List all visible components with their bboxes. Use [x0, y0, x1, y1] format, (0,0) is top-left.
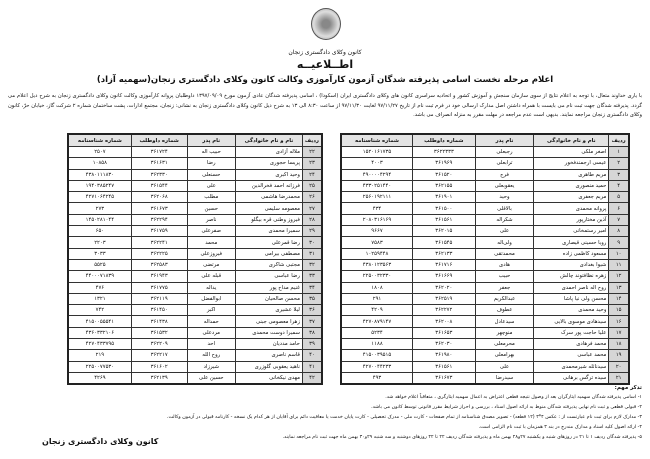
cell-father-name: وحید [475, 192, 534, 203]
cell-id-number: ۱۰۲۵۹۴۴۸ [341, 248, 412, 259]
cell-row-number: ۲۴ [302, 169, 322, 180]
cell-father-name: ناصر [187, 214, 235, 225]
cell-candidate-number: ۳۶۱۷۲۴ [131, 147, 187, 158]
cell-father-name: یعقوبعلی [475, 180, 534, 191]
header-id-number: شماره شناسنامه [341, 134, 412, 147]
cell-row-number: ۱۶ [609, 316, 629, 327]
cell-candidate-number: ۳۶۲۵۸۳ [131, 259, 187, 270]
table-row [68, 350, 322, 361]
table-row [341, 203, 629, 214]
cell-id-number: ۳۰۳۳ [68, 248, 131, 259]
table-row [68, 248, 322, 259]
cell-row-number: ۳۱ [302, 248, 322, 259]
table-row [68, 169, 322, 180]
table-row [68, 361, 322, 372]
cell-full-name: محسن صالحیان [235, 293, 302, 304]
cell-full-name: معصومه سلیمی [235, 203, 302, 214]
cell-row-number: ۲۲ [302, 147, 322, 158]
table-row [341, 237, 629, 248]
cell-id-number: ۴۱۵۰۰۵۵۵۴۱ [68, 316, 131, 327]
cell-full-name: مصطفی بیرامی [235, 248, 302, 259]
cell-id-number: ۴۰۰۳ [341, 158, 412, 169]
cell-full-name: فیروز وطنی قره بیگلو [235, 214, 302, 225]
cell-row-number: ۱۵ [609, 305, 629, 316]
cell-father-name: حسنعلی [187, 169, 235, 180]
cell-id-number: ۴۳۶۰۳۳۲۱۰۶ [68, 327, 131, 338]
cell-candidate-number: ۳۶۱۶۶۹ [412, 271, 475, 282]
table-row [68, 316, 322, 327]
cell-row-number: ۳۴ [302, 282, 322, 293]
cell-row-number: ۱۳ [609, 282, 629, 293]
header-id-number: شماره شناسنامه [68, 134, 131, 147]
cell-row-number: ۳۰ [302, 237, 322, 248]
cell-candidate-number: ۳۶۲۲۲۵ [131, 248, 187, 259]
table-row [68, 214, 322, 225]
cell-candidate-number: ۳۶۲۰۶۸ [131, 192, 187, 203]
cell-id-number: ۲۹۱ [341, 293, 412, 304]
cell-id-number: ۴۱۵۰۰۳۹۵۱۵ [341, 350, 412, 361]
header-row-number: ردیف [609, 134, 629, 147]
cell-candidate-number: ۳۶۲۲۱۷ [131, 350, 187, 361]
header-row-number: ردیف [302, 134, 322, 147]
cell-full-name: مریم طاهری [534, 169, 609, 180]
table-row [341, 350, 629, 361]
cell-full-name: محمدرضا هاشمی [235, 192, 302, 203]
cell-row-number: ۱۴ [609, 293, 629, 304]
intro-paragraph: با یاری خداوند متعال، با توجه به اعلام نتایج از سوی سازمان سنجش و آموزش کشور و اتحادیه سراسری کانون های وکلای دادگستری ایران (اسکودا) ، اسامی پذیرفته شدگان عادی آزمون مورخ ۱۳۹۷/۰۹/۰۹ داوطلبان پروانه کارآموزی وکالت کانون وکلای دادگستری زنجان به شرح ذیل اعلام می گردد. پذیرفته شدگان جهت ثبت نام می بایست با همراه داشتن اصل مدارک ارسالی خود در فرم ثبت نام از تاریخ ۹۷/۱۱/۲۷ لغایت ۹۷/۱۱/۳۰ از ساعت ۸:۳۰ الی ۱۳ به شرح ذیل کانون وکلای دادگستری زنجان به نشانی: زنجان، مجتمع ادارات، پشت ساختمان شماره ۲ شرکت گاز، خیابان حرّ، کانون وکلای دادگستری زنجان مراجعه نمایند. بدیهی است عدم مراجعه در مهلت مقرر به منزله انصراف می باشد. [8, 93, 642, 118]
cell-candidate-number: ۳۶۱۵۲۰ [412, 169, 475, 180]
header-candidate-number: شماره داوطلب [412, 134, 475, 147]
table-row [68, 259, 322, 270]
cell-father-name: فرج [475, 169, 534, 180]
cell-row-number: ۳۲ [302, 259, 322, 270]
cell-id-number: ۴۳۳۰۲۵۱۴۴۰ [341, 180, 412, 191]
cell-id-number: ۱۸۰۸ [341, 282, 412, 293]
cell-id-number: ۷۴۲ [68, 305, 131, 316]
cell-id-number: ۴۹۰۰۰۰۴۲۹۴ [341, 169, 412, 180]
cell-id-number: ۲۲۰۳ [68, 237, 131, 248]
cell-full-name: فرزانه احمد فخرالدین [235, 180, 302, 191]
cell-row-number: ۱۹ [609, 350, 629, 361]
cell-id-number: ۴۹۳ [341, 372, 412, 384]
table-row [341, 147, 629, 158]
cell-row-number: ۲۵ [302, 180, 322, 191]
cell-id-number: ۲۰۸۰۳۱۶۱۶۹ [341, 214, 412, 225]
cell-row-number: ۶ [609, 203, 629, 214]
cell-candidate-number: ۳۶۲۱۵۵ [412, 180, 475, 191]
cell-full-name: سمیرا دوست محمدی [235, 327, 302, 338]
cell-row-number: ۹ [609, 237, 629, 248]
cell-row-number: ۱۸ [609, 339, 629, 350]
cell-full-name: غنیم مداح پور [235, 282, 302, 293]
cell-candidate-number: ۳۶۱۶۰۲ [131, 361, 187, 372]
note-item: ۴- ارائه اصول کلیه اسناد و مدارک مندرج در بند ۳ همزمان با ثبت نام الزامی است. [478, 425, 642, 430]
table-row [341, 248, 629, 259]
page-title: اطــلاعیــه [296, 58, 354, 71]
table-row [341, 293, 629, 304]
signature: کانون وکلای دادگستری زنجان [42, 437, 159, 446]
cell-father-name: ترابعلی [475, 158, 534, 169]
header-full-name: نام و نام خانوادگی [235, 134, 302, 147]
cell-father-name: ابوالفضل [187, 293, 235, 304]
results-table-right [340, 133, 630, 385]
cell-id-number: ۱۹۴۰۳۸۵۲۴۷ [68, 180, 131, 191]
cell-candidate-number: ۳۶۱۶۷۳ [131, 203, 187, 214]
cell-father-name: روح الله [187, 350, 235, 361]
cell-full-name: سیدهادی موسوی بالایی [534, 316, 609, 327]
cell-row-number: ۱۷ [609, 327, 629, 338]
cell-full-name: علیا حاجت پور سرک [534, 327, 609, 338]
cell-row-number: ۲۸ [302, 214, 322, 225]
cell-candidate-number: ۳۶۲۳۳۰ [131, 169, 187, 180]
cell-candidate-number: ۳۶۱۹۶۹ [412, 158, 475, 169]
cell-full-name: قاسم ناصری [235, 350, 302, 361]
cell-candidate-number: ۳۶۱۹۰۱ [412, 192, 475, 203]
cell-id-number: ۲۲۵۰۰۳۲۳۳۰ [341, 271, 412, 282]
cell-id-number: ۲۵۰۷ [68, 147, 131, 158]
cell-father-name: بهرامعلی [475, 350, 534, 361]
cell-full-name: مجتبی شاکری [235, 259, 302, 270]
cell-full-name: سمیرا محمدی [235, 226, 302, 237]
cell-full-name: مریم جعفری [534, 192, 609, 203]
cell-full-name: لیلا عشیری [235, 305, 302, 316]
cell-father-name: سیدرضا [475, 372, 534, 384]
cell-candidate-number: ۳۶۲۱۳۳ [412, 248, 475, 259]
notes [12, 383, 642, 443]
cell-father-name: جعفر [475, 282, 534, 293]
table-row [68, 192, 322, 203]
cell-full-name: مسعود کاظمی زاده [534, 248, 609, 259]
table-row [341, 305, 629, 316]
cell-candidate-number: ۳۶۲۰۲۰ [412, 282, 475, 293]
cell-full-name: اصغر ملکی [534, 147, 609, 158]
org-name: کانون وکلای دادگستری زنجان [288, 49, 362, 56]
cell-full-name: پروانه محمدی [534, 203, 609, 214]
cell-id-number: ۴۳۴ [341, 203, 412, 214]
table-row [68, 237, 322, 248]
cell-candidate-number: ۳۶۱۶۵۳ [412, 327, 475, 338]
cell-father-name: هادی [475, 259, 534, 270]
table-row [68, 305, 322, 316]
cell-full-name: روح اله ناصر احمدی [534, 282, 609, 293]
cell-father-name: یداله [187, 282, 235, 293]
cell-candidate-number: ۳۶۲۲۹۴ [131, 214, 187, 225]
cell-id-number: ۲۱۹ [68, 350, 131, 361]
results-table-left [67, 133, 323, 385]
cell-id-number: ۴۲۶۹ [68, 372, 131, 384]
table-row [68, 180, 322, 191]
cell-candidate-number: ۳۶۱۵۳۲ [131, 327, 187, 338]
note-item: ۵- پذیرفته شدگان ردیف ۱ تا ۲۱ در روزهای شنبه و یکشنبه ۲۷و۲۸ بهمن ماه و پذیرفته شدگان ردیف ۲۲ تا ۴۲ روزهای دوشنبه و سه شنبه ۲۹و۳۰ بهمن ماه جهت ثبت نام مراجعه نمایند. [282, 435, 642, 440]
cell-full-name: شیوا بغدادی [534, 259, 609, 270]
notes-heading: تذکر مهم: [614, 385, 642, 391]
note-item: ۱- اسامی پذیرفته شدگان سهمیه ایثارگران بعد از وصول نتیجه قطعی اعتراض به اعمال سهمیه ایثارگری ، متعاقباً اعلام خواهد شد. [385, 395, 642, 400]
cell-candidate-number: ۳۶۱۶۳۱ [131, 158, 187, 169]
cell-id-number: ۲۲۵۰۰۷۷۵۳۰ [68, 361, 131, 372]
table-row [68, 327, 322, 338]
header-candidate-number: شماره داوطلب [131, 134, 187, 147]
table-row [341, 192, 629, 203]
table-row [68, 158, 322, 169]
table-row [68, 203, 322, 214]
cell-id-number: ۱۱۸۸ [341, 339, 412, 350]
table-row [341, 271, 629, 282]
cell-row-number: ۴۱ [302, 361, 322, 372]
cell-row-number: ۲۷ [302, 203, 322, 214]
cell-full-name: محسن ولی نیا پاشا [534, 293, 609, 304]
cell-id-number: ۴۲۷۱۰۶۴۲۴۵ [68, 192, 131, 203]
cell-full-name: رویا حسینی قیصاری [534, 237, 609, 248]
cell-id-number: ۱۰۸۵۸ [68, 158, 131, 169]
cell-full-name: ناهید یعقوبی گلوزری [235, 361, 302, 372]
cell-full-name: محمد عباسی [534, 350, 609, 361]
header-father-name: نام پدر [187, 134, 235, 147]
cell-father-name: مرتضی [187, 259, 235, 270]
cell-father-name: فیروزعلی [187, 248, 235, 259]
cell-full-name: عیسی ارجمندفخور [534, 158, 609, 169]
cell-full-name: سیده ترگس برهانی [534, 372, 609, 384]
cell-id-number: ۴۴۰۰۰۷۱۸۳۹ [68, 271, 131, 282]
cell-father-name: عبدالکریم [475, 293, 534, 304]
cell-candidate-number: ۳۶۱۵۶۱ [412, 214, 475, 225]
table-row [341, 214, 629, 225]
note-item: ۲- قبولی قطعی و ثبت نام نهایی پذیرفته شدگان منوط به ارائه اصول اسناد ، بررسی و احراز شرایط مقرر قانونی توسط کانون می باشد. [371, 405, 642, 410]
cell-father-name: محمد [187, 237, 235, 248]
table-row [68, 339, 322, 350]
cell-father-name: احد [187, 339, 235, 350]
table-row [68, 271, 322, 282]
cell-row-number: ۴۰ [302, 350, 322, 361]
cell-candidate-number: ۳۶۱۴۳۸ [131, 316, 187, 327]
cell-candidate-number: ۳۶۲۰۱۵ [412, 226, 475, 237]
table-row [341, 158, 629, 169]
cell-row-number: ۳۵ [302, 293, 322, 304]
table-row [341, 282, 629, 293]
cell-row-number: ۱۰ [609, 248, 629, 259]
cell-candidate-number: ۳۶۲۱۳۹ [131, 372, 187, 384]
cell-id-number: ۴۲۷۰۸۷۹۱۴۷ [341, 316, 412, 327]
table-row [341, 339, 629, 350]
table-row [68, 147, 322, 158]
table-row [68, 282, 322, 293]
cell-candidate-number: ۳۶۱۵۴۴ [131, 180, 187, 191]
cell-id-number: ۴۲۷۰۴۳۳۷۹۵ [68, 339, 131, 350]
cell-full-name: وحید محمدی [534, 305, 609, 316]
cell-father-name: علی [475, 226, 534, 237]
cell-candidate-number: ۳۶۱۷۵۹ [131, 226, 187, 237]
cell-row-number: ۲۹ [302, 226, 322, 237]
table-header-row [341, 134, 629, 147]
table-row [341, 226, 629, 237]
cell-father-name: شکراله [475, 214, 534, 225]
cell-row-number: ۳۳ [302, 271, 322, 282]
cell-candidate-number: ۳۶۱۵۶۱ [412, 361, 475, 372]
table-row [341, 259, 629, 270]
cell-candidate-number: ۳۶۲۱۱۹ [131, 293, 187, 304]
cell-candidate-number: ۳۶۱۵۴۵ [412, 237, 475, 248]
cell-id-number: ۹۶۶۷ [341, 226, 412, 237]
cell-row-number: ۱۲ [609, 271, 629, 282]
cell-row-number: ۳۹ [302, 339, 322, 350]
cell-row-number: ۲ [609, 158, 629, 169]
cell-father-name: سیدعادل [475, 316, 534, 327]
table-header-row [68, 134, 322, 147]
cell-father-name: رجبعلی [475, 147, 534, 158]
cell-row-number: ۳ [609, 169, 629, 180]
cell-candidate-number: ۳۶۲۰۳۰ [412, 339, 475, 350]
cell-row-number: ۳۸ [302, 327, 322, 338]
cell-full-name: وحید اکبری [235, 169, 302, 180]
cell-father-name: حبیب [475, 271, 534, 282]
cell-candidate-number: ۳۶۱۵۰۰ [412, 203, 475, 214]
cell-row-number: ۷ [609, 214, 629, 225]
cell-row-number: ۲۳ [302, 158, 322, 169]
page-subtitle: اعلام مرحله نخست اسامی پذیرفته شدگان آزمون کارآموزی وکالت کانون وکلای دادگستری زنجان(سهمیه آزاد) [96, 75, 554, 85]
cell-father-name: حسین علی [187, 372, 235, 384]
cell-father-name: علی [475, 361, 534, 372]
cell-row-number: ۱۱ [609, 259, 629, 270]
cell-full-name: مهدی نیکخانی [235, 372, 302, 384]
cell-id-number: ۷۵۸۳ [341, 237, 412, 248]
cell-full-name: پریسا حجوری [235, 158, 302, 169]
cell-father-name: محمدتقی [475, 248, 534, 259]
cell-father-name: حسین [187, 203, 235, 214]
cell-full-name: ملاله آزادی [235, 147, 302, 158]
cell-candidate-number: ۳۶۱۴۵۰ [131, 305, 187, 316]
cell-father-name: حبیب اله [187, 147, 235, 158]
cell-full-name: امیر رستمخانی [534, 226, 609, 237]
cell-father-name: اکبر [187, 305, 235, 316]
emblem-logo [311, 8, 341, 40]
cell-full-name: زهره نظافتوند چالش [534, 271, 609, 282]
cell-row-number: ۴۲ [302, 372, 322, 384]
cell-father-name: حمداله [187, 316, 235, 327]
cell-id-number: ۱۵۲۰۱۶۱۷۳۵ [341, 147, 412, 158]
cell-id-number: ۲۵۶۰۱۹۲۱۱۱ [341, 192, 412, 203]
table-row [68, 226, 322, 237]
cell-father-name: شیرزاد [187, 361, 235, 372]
cell-candidate-number: ۳۶۲۲۴۱ [131, 237, 187, 248]
cell-id-number: ۱۳۲۱ [68, 293, 131, 304]
cell-id-number: ۵۲۳۴ [341, 327, 412, 338]
note-item: ۳- مدارک لازم برای ثبت نام عبارتست از : عکس ۴*۳ (۱۲ قطعه) - تصویر مصدق شناسنامه از تمام صفحات - کارت ملی - مدرک تحصیلی - کارت پایان خدمت یا معافیت دائم برای آقایان از هر کدام یک نسخه - کارنامه قبولی در آزمون وکالت. [166, 415, 642, 420]
cell-row-number: ۳۷ [302, 316, 322, 327]
cell-candidate-number: ۳۶۱۹۸۰ [412, 350, 475, 361]
header-full-name: نام و نام خانوادگی [534, 134, 609, 147]
cell-id-number: ۴۳۸۰۱۲۳۵۶۳ [341, 259, 412, 270]
cell-row-number: ۲۱ [609, 372, 629, 384]
cell-full-name: رضا قمرعلی [235, 237, 302, 248]
cell-id-number: ۶۵۰ [68, 226, 131, 237]
cell-candidate-number: ۳۶۱۷۱۶ [412, 259, 475, 270]
cell-full-name: زهرا معصومی جبنی [235, 316, 302, 327]
cell-father-name: قبله علی [187, 271, 235, 282]
cell-row-number: ۴ [609, 180, 629, 191]
cell-row-number: ۵ [609, 192, 629, 203]
cell-candidate-number: ۳۶۱۹۴۳ [131, 271, 187, 282]
cell-full-name: آذین مختارپور [534, 214, 609, 225]
cell-full-name: حامد مددیان [235, 339, 302, 350]
cell-row-number: ۸ [609, 226, 629, 237]
cell-id-number: ۴۳۸۰۱۱۱۸۳۰ [68, 169, 131, 180]
cell-candidate-number: ۳۶۱۷۷۵ [131, 282, 187, 293]
cell-id-number: ۱۴۵۰۲۸۱۰۴۴ [68, 214, 131, 225]
cell-father-name: ولی‌اله [475, 237, 534, 248]
cell-father-name: بالاقلی [475, 203, 534, 214]
cell-candidate-number: ۳۶۲۲۳۳۳ [412, 147, 475, 158]
cell-full-name: سیدنائله شیرمحمدی [534, 361, 609, 372]
table-row [68, 293, 322, 304]
cell-row-number: ۲۰ [609, 361, 629, 372]
cell-candidate-number: ۳۶۲۰۰۸ [412, 316, 475, 327]
cell-candidate-number: ۳۶۲۲۰۹ [131, 339, 187, 350]
cell-id-number: ۲۷۳ [68, 203, 131, 214]
cell-father-name: مردعلی [187, 327, 235, 338]
cell-father-name: رضا [187, 158, 235, 169]
cell-full-name: حمید منصوری [534, 180, 609, 191]
cell-father-name: علی [187, 180, 235, 191]
table-row [341, 327, 629, 338]
header-father-name: نام پدر [475, 134, 534, 147]
cell-full-name: محمد فرهادی [534, 339, 609, 350]
cell-id-number: ۴۲۷۰۰۴۴۲۳۳ [341, 361, 412, 372]
table-row [341, 180, 629, 191]
cell-father-name: مطلب [187, 192, 235, 203]
cell-father-name: صفرعلی [187, 226, 235, 237]
table-row [341, 316, 629, 327]
cell-father-name: منوچهر [475, 327, 534, 338]
cell-father-name: عطوف [475, 305, 534, 316]
cell-id-number: ۴۷۶ [68, 282, 131, 293]
cell-candidate-number: ۳۶۱۶۷۳ [412, 372, 475, 384]
cell-id-number: ۴۲۰۹ [341, 305, 412, 316]
table-row [341, 169, 629, 180]
cell-candidate-number: ۳۶۲۵۱۹ [412, 293, 475, 304]
cell-father-name: محرمعلی [475, 339, 534, 350]
cell-candidate-number: ۳۶۲۲۷۲ [412, 305, 475, 316]
cell-full-name: رضا عباسی [235, 271, 302, 282]
table-row [341, 361, 629, 372]
cell-row-number: ۳۶ [302, 305, 322, 316]
cell-id-number: ۵۵۲۵ [68, 259, 131, 270]
cell-row-number: ۲۶ [302, 192, 322, 203]
cell-row-number: ۱ [609, 147, 629, 158]
